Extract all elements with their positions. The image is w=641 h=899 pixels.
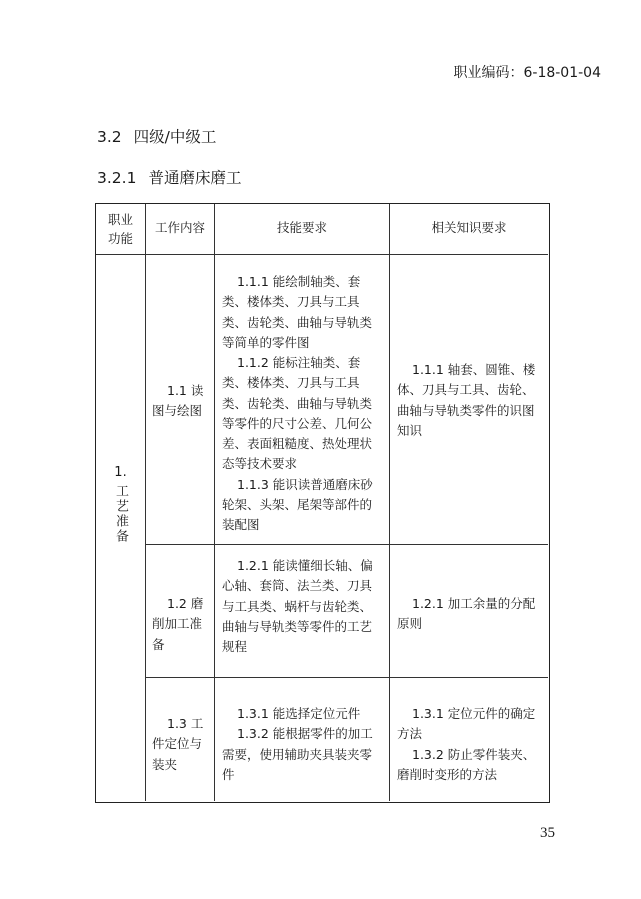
subsection-number: 3.2.1	[97, 169, 137, 187]
skill-1-1-1: 1.1.1 能绘制轴类、套类、楼体类、刀具与工具类、齿轮类、曲轴与导轨类等简单的零件图	[222, 274, 373, 350]
occupation-code: 职业编码：6-18-01-04	[453, 65, 601, 81]
header-knowledge-requirements: 相关知识要求	[431, 220, 507, 235]
column-divider-3	[389, 204, 390, 801]
skills-1-3	[222, 704, 384, 785]
knowledge-1-3	[397, 704, 543, 785]
page-number: 35	[540, 825, 555, 841]
section-title: 四级/中级工	[133, 128, 217, 146]
column-divider-2	[214, 204, 215, 801]
function-title: 工艺准备	[113, 483, 128, 544]
knowledge-1-1	[397, 360, 543, 441]
section-number: 3.2	[97, 128, 122, 146]
work-content-1-1: 1.1 读图与绘图	[152, 383, 204, 419]
section-heading	[97, 125, 216, 147]
header-function: 职业 功能	[107, 212, 133, 247]
function-number: 1.	[114, 464, 127, 480]
function-group	[96, 204, 145, 804]
skill-1-3-1: 1.3.1 能选择定位元件	[237, 706, 361, 721]
skill-1-2-1: 1.2.1 能读懂细长轴、偏心轴、套筒、法兰类、刀具与工具类、蜗杆与齿轮类、曲轴与导轨类等零件的工艺规程	[222, 558, 373, 654]
header-divider	[96, 254, 548, 255]
skill-1-3-2: 1.3.2 能根据零件的加工需要，使用辅助夹具装夹零件	[222, 726, 373, 782]
knowledge-1-3-1: 1.3.1 定位元件的确定方法	[397, 706, 536, 742]
knowledge-1-3-2: 1.3.2 防止零件装夹、磨削时变形的方法	[397, 746, 536, 782]
header-skill-requirements: 技能要求	[276, 220, 327, 235]
skills-1-2	[222, 556, 384, 657]
subsection-heading	[97, 166, 241, 188]
work-content-1-3: 1.3 工件定位与装夹	[152, 716, 204, 772]
skill-1-1-3: 1.1.3 能识读普通磨床砂轮架、头架、尾架等部件的装配图	[222, 476, 373, 532]
work-content-1-2: 1.2 磨削加工准备	[152, 596, 204, 652]
subsection-title: 普通磨床磨工	[148, 169, 242, 187]
knowledge-1-2	[397, 594, 543, 635]
requirements-table	[95, 203, 550, 803]
knowledge-1-1-1: 1.1.1 轴套、圆锥、楼体、刀具与工具、齿轮、曲轴与导轨类零件的识图知识	[397, 362, 536, 438]
skills-1-1	[222, 272, 384, 535]
knowledge-1-2-1: 1.2.1 加工余量的分配原则	[397, 596, 536, 632]
column-divider-1	[145, 204, 146, 801]
header-work-content: 工作内容	[154, 220, 205, 235]
skill-1-1-2: 1.1.2 能标注轴类、套类、楼体类、刀具与工具类、齿轮类、曲轴与导轨类等零件的尺寸公差、几何公差、表面粗糙度、热处理状态等技术要求	[222, 355, 373, 472]
row-divider-2	[145, 677, 548, 678]
row-divider-1	[145, 544, 548, 545]
